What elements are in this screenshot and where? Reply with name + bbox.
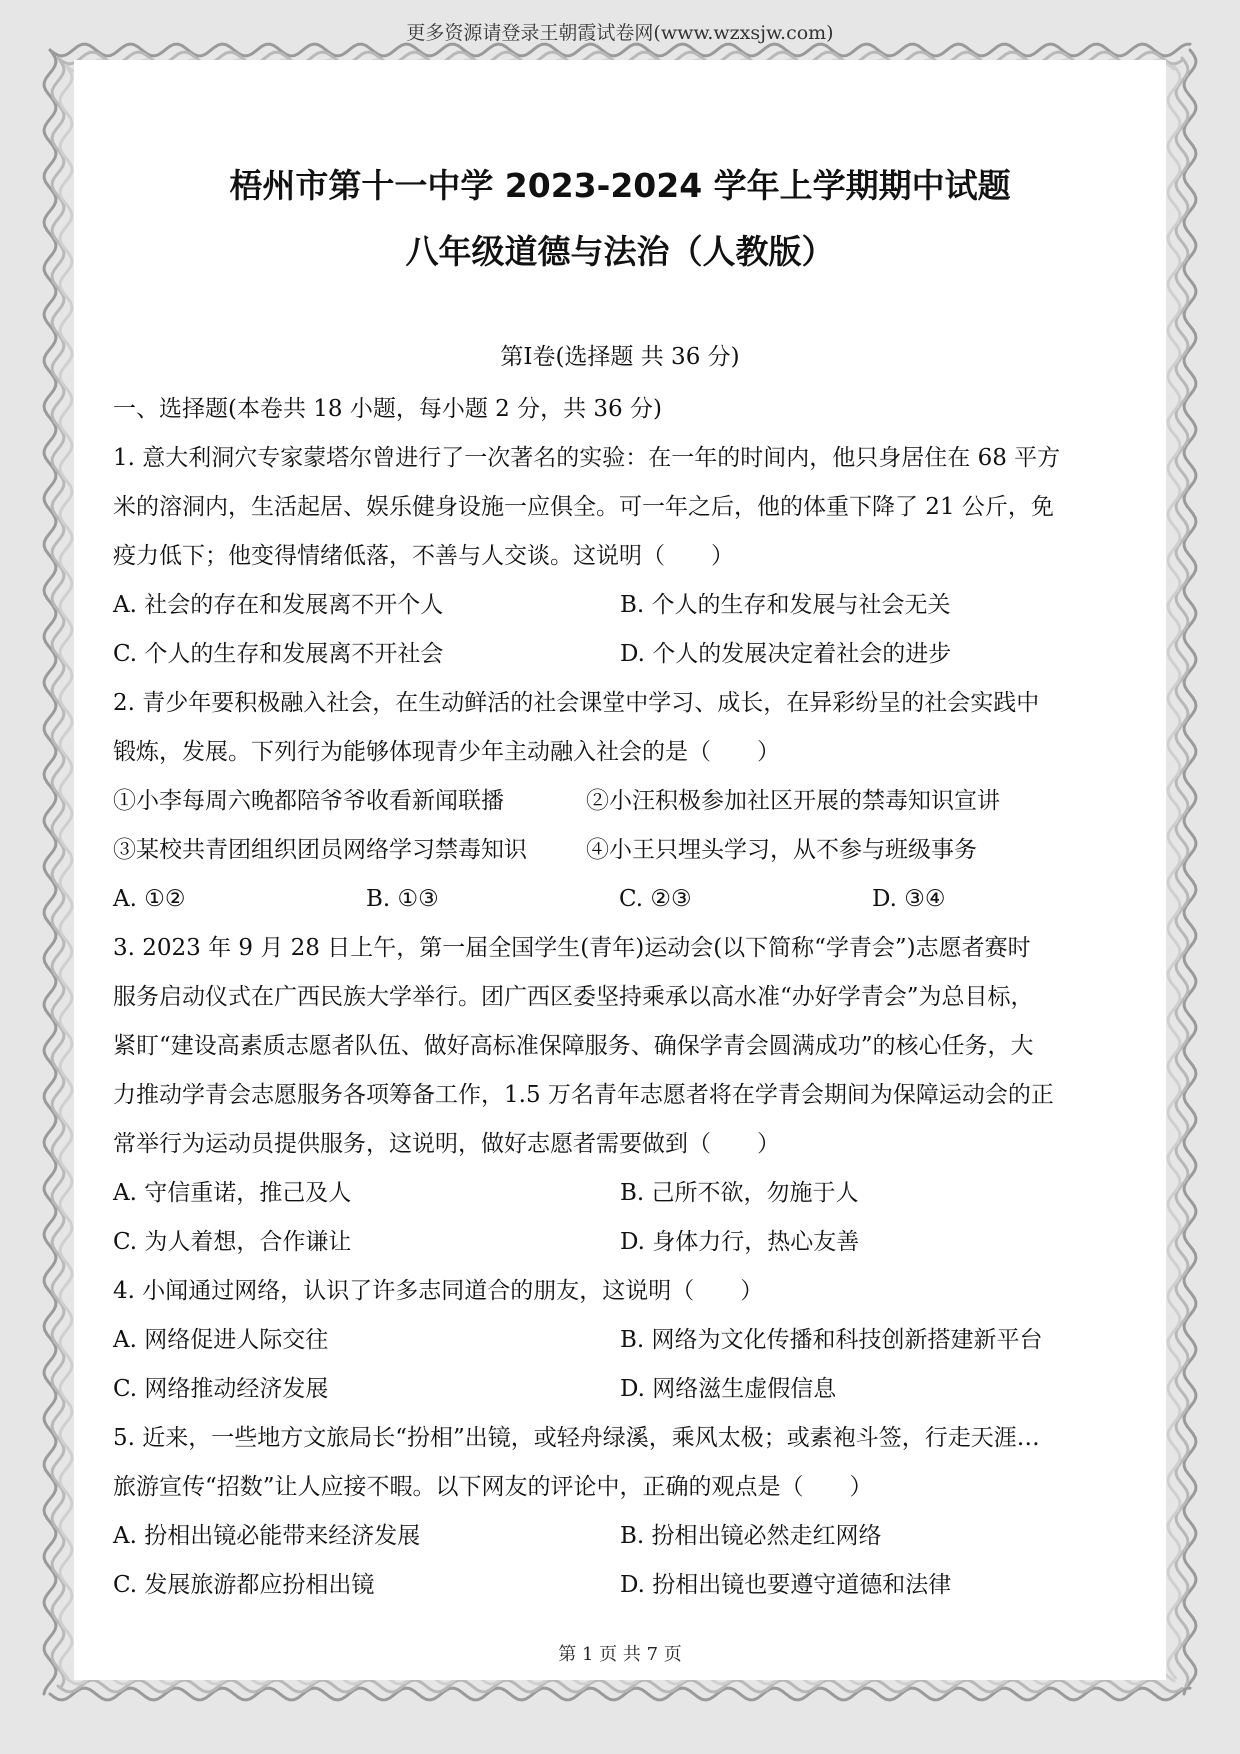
question-stem-line: 力推动学青会志愿服务各项筹备工作，1.5 万名青年志愿者将在学青会期间为保障运动会的正 [113, 1082, 1054, 1108]
question-3 [113, 924, 1133, 1267]
question-1 [113, 434, 1133, 679]
question-stem-line: 5. 近来，一些地方文旅局长“扮相”出镜，或轻舟绿溪，乘风太极；或素袍斗签，行走天涯… [113, 1425, 1040, 1451]
option-a: A. 扮相出镜必能带来经济发展 [113, 1523, 421, 1549]
question-stem-line: 2. 青少年要积极融入社会，在生动鲜活的社会课堂中学习、成长，在异彩纷呈的社会实践中 [113, 690, 1040, 716]
option-d: D. 身体力行，热心友善 [620, 1229, 860, 1255]
option-c: C. 网络推动经济发展 [113, 1376, 329, 1402]
question-stem-line: 旅游宣传“招数”让人应接不暇。以下网友的评论中，正确的观点是（ ） [113, 1474, 873, 1500]
question-stem-line: 紧盯“建设高素质志愿者队伍、做好高标准保障服务、确保学青会圆满成功”的核心任务，大 [113, 1033, 1034, 1059]
option-d: D. 网络滋生虚假信息 [620, 1376, 837, 1402]
option-b: B. 扮相出镜必然走红网络 [620, 1523, 882, 1549]
option-c: C. ②③ [619, 886, 692, 912]
exam-title: 梧州市第十一中学 2023-2024 学年上学期期中试题 [229, 166, 1011, 205]
option-a: A. 网络促进人际交往 [113, 1327, 329, 1353]
option-b: B. 个人的生存和发展与社会无关 [620, 592, 951, 618]
border-wave [1168, 66, 1180, 1678]
exam-subtitle: 八年级道德与法治（人教版） [405, 232, 835, 271]
question-stem-line: 疫力低下；他变得情绪低落，不善与人交谈。这说明（ ） [113, 543, 734, 569]
question-stem-line: 服务启动仪式在广西民族大学举行。团广西区委坚持乘承以高水准“办好学青会”为总目标， [113, 984, 1034, 1010]
option-a: A. ①② [113, 886, 186, 912]
statement-2: ②小汪积极参加社区开展的禁毒知识宣讲 [586, 788, 1000, 814]
question-stem-line: 4. 小闻通过网络，认识了许多志同道合的朋友，这说明（ ） [113, 1278, 764, 1304]
option-d: D. 扮相出镜也要遵守道德和法律 [620, 1572, 952, 1598]
border-wave [50, 1688, 1190, 1700]
option-c: C. 个人的生存和发展离不开社会 [113, 641, 444, 667]
option-d: D. ③④ [872, 886, 946, 912]
question-5 [113, 1414, 1133, 1610]
option-b: B. 己所不欲，勿施于人 [620, 1180, 859, 1206]
question-stem-line: 1. 意大利洞穴专家蒙塔尔曾进行了一次著名的实验：在一年的时间内，他只身居住在 68 平方 [113, 445, 1061, 471]
option-b: B. 网络为文化传播和科技创新搭建新平台 [620, 1327, 1043, 1353]
option-b: B. ①③ [366, 886, 439, 912]
option-d: D. 个人的发展决定着社会的进步 [620, 641, 952, 667]
question-stem-line: 3. 2023 年 9 月 28 日上午，第一届全国学生(青年)运动会(以下简称“学青会”)志愿者赛时 [113, 935, 1031, 961]
question-2 [113, 679, 1133, 924]
question-stem-line: 米的溶洞内，生活起居、娱乐健身设施一应俱全。可一年之后，他的体重下降了 21 公斤，免 [113, 494, 1054, 520]
option-a: A. 守信重诺，推己及人 [113, 1180, 352, 1206]
option-a: A. 社会的存在和发展离不开个人 [113, 592, 444, 618]
question-stem-line: 锻炼，发展。下列行为能够体现青少年主动融入社会的是（ ） [113, 739, 780, 765]
part-heading: 第Ⅰ卷(选择题 共 36 分) [500, 344, 740, 370]
exam-content [113, 385, 1133, 1610]
statement-3: ③某校共青团组织团员网络学习禁毒知识 [113, 837, 527, 863]
option-c: C. 发展旅游都应扮相出镜 [113, 1572, 375, 1598]
question-4 [113, 1267, 1133, 1414]
section-heading: 一、选择题(本卷共 18 小题，每小题 2 分，共 36 分) [113, 396, 662, 422]
option-c: C. 为人着想，合作谦让 [113, 1229, 352, 1255]
page-number: 第 1 页 共 7 页 [558, 1644, 682, 1665]
statement-1: ①小李每周六晚都陪爷爷收看新闻联播 [113, 788, 504, 814]
statement-4: ④小王只埋头学习，从不参与班级事务 [586, 837, 977, 863]
border-wave [44, 50, 56, 1694]
question-stem-line: 常举行为运动员提供服务，这说明，做好志愿者需要做到（ ） [113, 1131, 780, 1157]
watermark-header: 更多资源请登录王朝霞试卷网(www.wzxsjw.com) [406, 22, 834, 44]
